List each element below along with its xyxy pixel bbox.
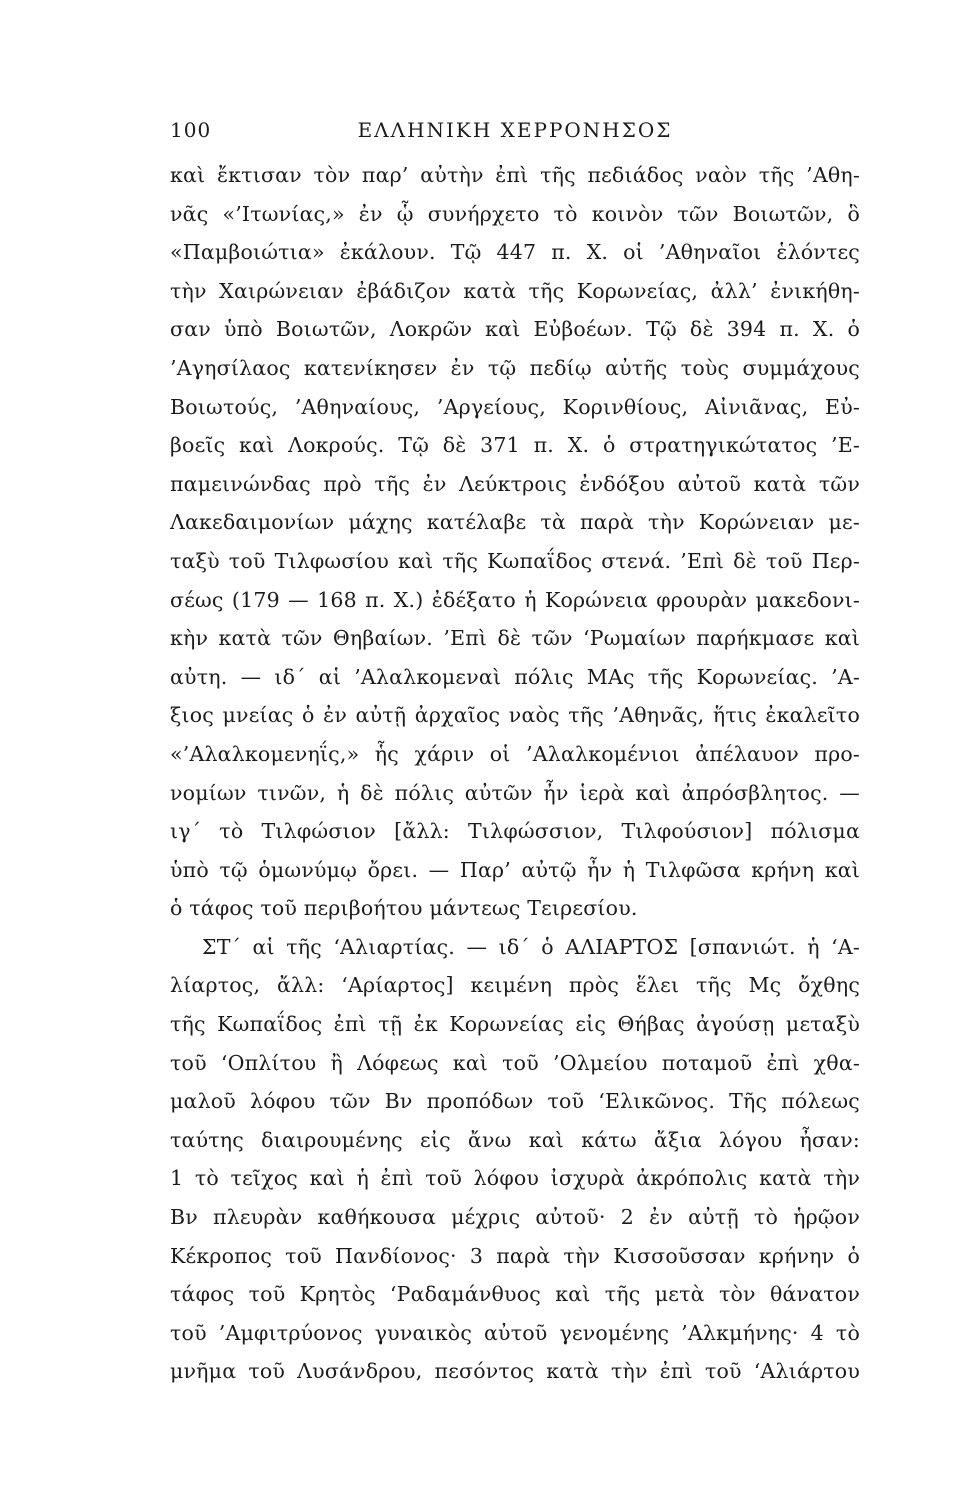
text-line: νᾶς «’Ιτωνίας,» ἐν ᾧ συνήρχετο τὸ κοινὸν τῶν Βοιωτῶν, ὃ [170, 201, 860, 226]
text-line: ξιος μνείας ὁ ἐν αὐτῇ ἀρχαῖος ναὸς τῆς ’Αθηνᾶς, ἥτις ἐκαλεῖτο [170, 703, 860, 728]
text-line: Λακεδαιμονίων μάχης κατέλαβε τὰ παρὰ τὴν Κορώνειαν με- [170, 510, 860, 535]
text-line: μνῆμα τοῦ Λυσάνδρου, πεσόντος κατὰ τὴν ἐπὶ τοῦ ‘Αλιάρτου [170, 1359, 860, 1384]
text-line: τῆς Κωπαΐδος ἐπὶ τῇ ἐκ Κορωνείας εἰς Θήβας ἀγούσῃ μεταξὺ [170, 1012, 860, 1037]
text-line: Βν πλευρὰν καθήκουσα μέχρις αὐτοῦ· 2 ἐν αὐτῇ τὸ ἡρῷον [170, 1205, 860, 1230]
text-line: ΣΤ΄ αἱ τῆς ‘Αλιαρτίας. — ιδ΄ ὁ ΑΛΙΑΡΤΟΣ [σπανιώτ. ἡ ‘Α- [202, 934, 860, 959]
text-line: τοῦ ‘Οπλίτου ἢ Λόφεως καὶ τοῦ ’Ολμείου ποταμοῦ ἐπὶ χθα- [170, 1050, 860, 1075]
body-text [170, 156, 860, 1391]
text-line: ὁ τάφος τοῦ περιβοήτου μάντεως Τειρεσίου. [170, 896, 638, 921]
text-line: 1 τὸ τεῖχος καὶ ἡ ἐπὶ τοῦ λόφου ἰσχυρὰ ἀκρόπολις κατὰ τὴν [170, 1166, 860, 1191]
text-line: τάφος τοῦ Κρητὸς ‘Ραδαμάνθυος καὶ τῆς μετὰ τὸν θάνατον [170, 1282, 860, 1307]
text-line: καὶ ἔκτισαν τὸν παρ’ αὐτὴν ἐπὶ τῆς πεδιάδος ναὸν τῆς ’Αθη- [170, 163, 860, 187]
text-line: παμεινώνδας πρὸ τῆς ἐν Λεύκτροις ἐνδόξου αὐτοῦ κατὰ τῶν [170, 471, 860, 496]
text-line: αὐτη. — ιδ΄ αἱ ’Αλαλκομεναὶ πόλις ΜΑς τῆς Κορωνείας. ’Α- [170, 664, 860, 689]
text-line: λίαρτος, ἄλλ: ‘Αρίαρτος] κειμένη πρὸς ἕλει τῆς Μς ὄχθης [170, 973, 860, 998]
text-line: τοῦ ’Αμφιτρύονος γυναικὸς αὐτοῦ γενομένης ’Αλκμήνης· 4 τὸ [170, 1320, 860, 1345]
text-line: ὑπὸ τῷ ὁμωνύμῳ ὄρει. — Παρ’ αὐτῷ ἦν ἡ Τιλφῶσα κρήνη καὶ [170, 857, 860, 882]
page-number: 100 [170, 118, 212, 142]
text-line: νομίων τινῶν, ἡ δὲ πόλις αὐτῶν ἦν ἱερὰ καὶ ἀπρόσβλητος. — [170, 780, 860, 805]
text-line: σέως (179 — 168 π. Χ.) ἐδέξατο ἡ Κορώνεια φρουρὰν μακεδονι- [170, 587, 860, 612]
text-line: ’Αγησίλαος κατενίκησεν ἐν τῷ πεδίῳ αὐτῆς τοὺς συμμάχους [170, 355, 860, 380]
running-title: ΕΛΛΗΝΙΚΗ ΧΕΡΡΟΝΗΣΟΣ [357, 118, 673, 142]
page-header [170, 118, 860, 148]
text-line: τὴν Χαιρώνειαν ἐβάδιζον κατὰ τῆς Κορωνείας, ἀλλ’ ἐνικήθη- [170, 278, 860, 303]
text-line: «’Αλαλκομενηΐς,» ἧς χάριν οἱ ’Αλαλκομένιοι ἀπέλαυον προ- [170, 741, 860, 766]
text-line: βοεῖς καὶ Λοκρούς. Τῷ δὲ 371 π. Χ. ὁ στρατηγικώτατος ’Ε- [170, 433, 860, 458]
text-line: κὴν κατὰ τῶν Θηβαίων. ’Επὶ δὲ τῶν ‘Ρωμαίων παρήκμασε καὶ [170, 626, 860, 651]
text-line: μαλοῦ λόφου τῶν Βν προπόδων τοῦ ‘Ελικῶνος. Τῆς πόλεως [170, 1089, 860, 1114]
text-line: σαν ὑπὸ Βοιωτῶν, Λοκρῶν καὶ Εὐβοέων. Τῷ δὲ 394 π. Χ. ὁ [170, 317, 860, 342]
text-line: ταύτης διαιρουμένης εἰς ἄνω καὶ κάτω ἄξια λόγου ἦσαν: [170, 1127, 860, 1152]
text-line: Βοιωτούς, ’Αθηναίους, ’Αργείους, Κορινθίους, Αἰνιᾶνας, Εὐ- [170, 394, 860, 419]
text-line: ταξὺ τοῦ Τιλφωσίου καὶ τῆς Κωπαΐδος στενά. ’Επὶ δὲ τοῦ Περ- [170, 548, 860, 573]
text-line: «Παμβοιώτια» ἐκάλουν. Τῷ 447 π. Χ. οἱ ’Αθηναῖοι ἑλόντες [170, 240, 860, 265]
text-line: ιγ΄ τὸ Τιλφώσιον [ἄλλ: Τιλφώσσιον, Τιλφούσιον] πόλισμα [170, 819, 860, 844]
text-line: Κέκροπος τοῦ Πανδίονος· 3 παρὰ τὴν Κισσοῦσσαν κρήνην ὁ [170, 1243, 860, 1268]
